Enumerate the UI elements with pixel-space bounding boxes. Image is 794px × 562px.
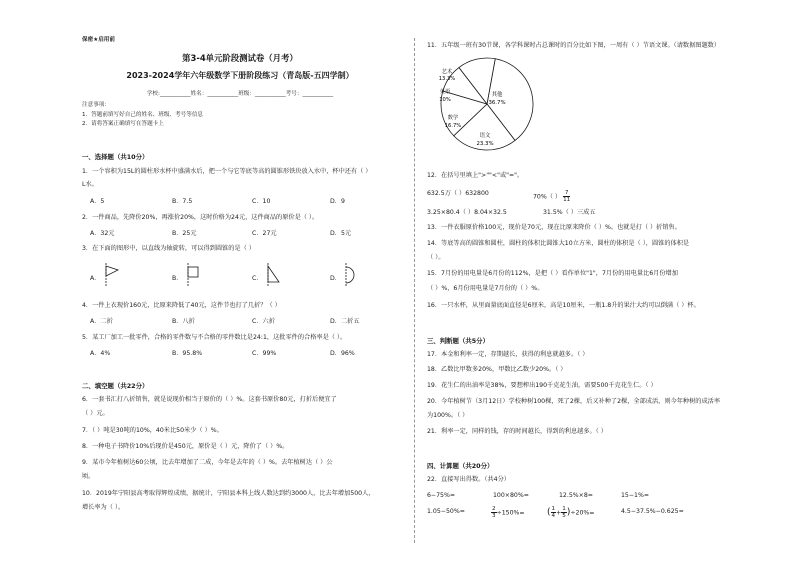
- q12-frac-den: 11: [563, 197, 571, 203]
- q3-figure-a: [102, 262, 122, 288]
- calc-5: 1.05−50%=: [427, 508, 465, 515]
- section-choice: 一、选择题（共10分）: [82, 153, 149, 161]
- q3-option-a: A．: [90, 275, 101, 282]
- q2-option-d: D．5元: [330, 230, 352, 237]
- secret-mark: 保密★启用前: [82, 37, 115, 43]
- pie-label-math: 数学: [447, 115, 459, 121]
- right-column: [425, 0, 725, 562]
- q5-option-b: B．95.8%: [172, 350, 203, 357]
- q2-option-c: C．27元: [252, 230, 277, 237]
- q12-item-2: [533, 190, 570, 203]
- calc-1: 6−75%=: [427, 492, 456, 499]
- q4-option-d: D．二折五: [330, 318, 360, 325]
- q9-text: 9．某市今年植树达60公顷，比去年增加了二成，今年是去年的（ ）%。去年植树达（ ）公: [82, 459, 333, 466]
- q14-text-b: （ ）。: [427, 254, 445, 261]
- calc-6: [491, 506, 525, 519]
- q2-text: 2．一件商品，先降价20%，再涨价20%，这时价格为24元，这件商品的原价是（ ）。: [82, 214, 319, 221]
- q1-option-c: C．10: [252, 198, 271, 205]
- notice-title: 注意事项：: [82, 102, 110, 108]
- pie-pct-other: 36.7%: [488, 100, 506, 106]
- q3-figure-c: [264, 262, 284, 288]
- q7-text: 7．（ ）吨是30吨的10%，40米比50米少（ ）%。: [82, 427, 223, 434]
- q12-text: 12．在括号里填上">""<"或"="。: [427, 172, 524, 179]
- q12-item-3: 3.25×80.4（ ）8.04×32.5: [427, 209, 507, 216]
- calc-7-rest: ÷20%=: [570, 509, 595, 517]
- q5-option-a: A．4%: [90, 350, 111, 357]
- q4-option-b: B．八折: [172, 318, 195, 325]
- calc-7-num-1: 1: [551, 506, 556, 512]
- notice-2: 2．请将答案正确填写在答题卡上: [82, 121, 164, 127]
- q3-option-b: B．: [172, 275, 183, 282]
- calc-7-den-1: 4: [551, 513, 556, 519]
- q3-option-d: D．: [330, 275, 341, 282]
- q9-text-b: 顷。: [82, 473, 95, 480]
- q12-fraction: [563, 190, 570, 203]
- calc-4: 15−1%=: [621, 492, 650, 499]
- calc-7-frac-1: [551, 506, 557, 519]
- q4-option-c: C．六折: [252, 318, 275, 325]
- q1-text-b: L水。: [82, 181, 98, 188]
- q10-text-b: 增长率为（ ）。: [82, 504, 125, 511]
- notice-1: 1．答题前填写好自己的姓名、班级、考号等信息: [82, 112, 204, 118]
- calc-7-paren-close: ): [566, 507, 571, 518]
- pie-pct-english: 10%: [439, 97, 451, 103]
- q14-text: 14．等底等高的圆锥和圆柱，圆柱的体积比圆锥大10立方米，圆柱的体积是（ ），圆锥的体积是: [427, 240, 690, 247]
- calc-6-rest: ÷150%=: [496, 509, 525, 517]
- page-title: 第3-4单元阶段测试卷（月考）: [182, 53, 298, 63]
- q10-text: 10．2019年宁阳县高考取得辉煌成绩，据统计，宁阳县本科上线人数达到约3000人，比去年增加500人，: [82, 490, 375, 497]
- q3-figure-d: [342, 262, 362, 288]
- q19-text: 19．花生仁的出油率是38%，要想榨出190千克花生油，需要500千克花生仁。（ ）: [427, 382, 657, 389]
- q12-item-1: 632.5万（ ）632800: [427, 190, 489, 197]
- q6-text: 6．一套书汇打八折销售，就是说现价相当于原价的（ ）%。这套书原价80元，打折后便宜了: [82, 396, 337, 403]
- section-fill: 二、填空题（共22分）: [82, 382, 149, 390]
- q4-text: 4．一件上衣现价160元，比原来降低了40元，这件节也打了几折？（ ）: [82, 302, 281, 309]
- q20-text-b: 为100%。（ ）: [427, 412, 469, 419]
- q12-item-2-text: 70%（ ）: [533, 193, 562, 201]
- q5-text: 5．某工厂加工一批零件，合格的零件数与不合格的零件数比是24:1，这批零件的合格率是（ ）。: [82, 334, 347, 341]
- pie-pct-art: 13.3%: [438, 76, 456, 82]
- calc-6-den: 3: [492, 513, 496, 519]
- section-judge: 三、判断题（共5分）: [427, 337, 489, 345]
- pie-label-chinese: 语文: [479, 133, 491, 139]
- q2-option-a: A．32元: [90, 230, 115, 237]
- q3-text: 3．在下面的图形中，以直线为轴旋转，可以得到圆锥的是（ ）: [82, 245, 255, 252]
- q5-option-d: D．96%: [330, 350, 355, 357]
- calc-6-num: 2: [492, 506, 496, 512]
- calc-7: ( $\frac{1}{4}$ + $\frac{1}{5}$ )÷20%=: [547, 506, 595, 519]
- q8-text: 8．一种电子书降价10%后现价是450元，原价是（ ）元，降价了（ ）%。: [82, 443, 289, 450]
- q2-option-b: B．25元: [172, 230, 197, 237]
- calc-7-den-2: 5: [562, 513, 566, 519]
- pie-label-english: 英语: [439, 89, 451, 95]
- q12-item-4: 31.5%（ ）三成五: [543, 209, 596, 216]
- q1-option-d: D．9: [330, 198, 345, 205]
- section-calc: 四、计算题（共20分）: [427, 462, 494, 470]
- q13-text: 13．一件衣服原价格100元，现价是70元，现在比原来降价（ ）%。也就是打（ ）折销售。: [427, 224, 681, 231]
- calc-7-paren-open: (: [547, 507, 551, 518]
- q1-text: 1．一个容积为15L的圆柱形水杯中盛满水后，把一个与它等底等高的圆锥形铁块放入水中，杯中还有（ ）: [82, 168, 372, 175]
- q20-text: 20．今年植树节（3月12日）学校种树100棵，死了2棵，后又补种了2棵，全部成活，则今年种树的成活率: [427, 398, 721, 405]
- q15-text-b: （ ）%，6月份用电量是7月份的（ ）%。: [427, 285, 544, 292]
- info-line: 学校:___________姓名：___________班级：___________考号：___________: [146, 91, 334, 97]
- q15-text: 15．7月份的用电量是6月份的112%，是把（ ）看作单位"1"，7月份的用电量比6月份增加: [427, 270, 678, 277]
- q17-text: 17．本金和利率一定，存期越长，获得的利息就越多。（ ）: [427, 351, 589, 358]
- q1-option-a: A．5: [90, 198, 105, 205]
- pie-pct-chinese: 23.3%: [476, 141, 494, 147]
- q3-option-c: C．: [252, 275, 263, 282]
- left-column: [80, 0, 410, 562]
- column-divider: [414, 38, 415, 543]
- page-subtitle: 2023-2024学年六年级数学下册阶段练习（青岛版-五四学制）: [126, 71, 354, 80]
- q21-text: 21．利率一定，同样的钱，存的时间越长，得到的利息越多。（ ）: [427, 428, 607, 435]
- calc-7-num-2: 1: [562, 506, 566, 512]
- calc-2: 100×80%=: [493, 492, 529, 499]
- pie-chart: [425, 52, 565, 160]
- q22-text: 22．直接写出得数。（共4分）: [427, 476, 510, 483]
- q6-text-b: （ ）元。: [82, 410, 109, 417]
- calc-3: 12.5%×8=: [559, 492, 593, 499]
- pie-label-other: 其他: [491, 92, 503, 98]
- calc-8: 4.5−37.5%−0.625=: [621, 508, 684, 515]
- q3-figure-b: [184, 262, 204, 288]
- q16-text: 16．一只水杯，从里面量底面直径是6厘米，高是10厘米，一瓶1.8升的果汁大约可以倒满（ ）杯。: [427, 302, 700, 309]
- q12-frac-num: 7: [564, 190, 569, 196]
- q1-option-b: B．7.5: [172, 198, 193, 205]
- pie-label-art: 艺术: [441, 69, 453, 75]
- q18-text: 18．乙数比甲数多20%，甲数比乙数少20%。（ ）: [427, 366, 567, 373]
- pie-pct-math: 16.7%: [444, 123, 462, 129]
- q11-text: 11．五年级一班有30节课，各学科课时占总课时的百分比如下图，一周有（ ）节语文课。（请数据图题数）: [427, 42, 721, 49]
- q5-option-c: C．99%: [252, 350, 277, 357]
- q4-option-a: A．二折: [90, 318, 113, 325]
